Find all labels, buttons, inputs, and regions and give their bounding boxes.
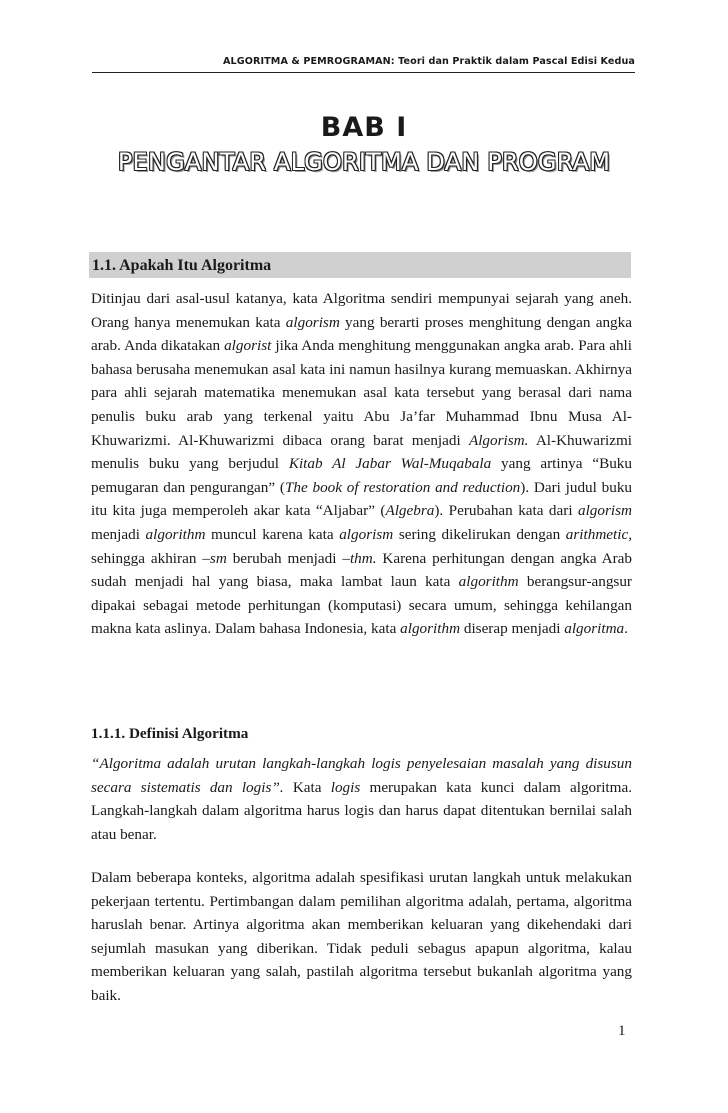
emphasis-term: algoritma (564, 620, 625, 638)
emphasis-term: Algebra (385, 502, 435, 520)
emphasis-term: algorism (285, 313, 340, 331)
subsection-heading: 1.1.1. Definisi Algoritma (91, 725, 249, 742)
emphasis-term: algorithm (400, 620, 461, 638)
emphasis-term: algorism (339, 525, 394, 543)
running-header: ALGORITMA & PEMROGRAMAN: Teori dan Praktik dalam Pascal Edisi Kedua (92, 56, 635, 73)
section-heading: 1.1. Apakah Itu Algoritma (89, 252, 631, 278)
emphasis-term: algorithm (458, 573, 519, 591)
emphasis-term: arithmetic (565, 525, 629, 543)
emphasis-term: –sm (202, 549, 227, 567)
chapter-title: PENGANTAR ALGORITMA DAN PROGRAM (117, 148, 611, 176)
chapter-label: BAB I (320, 112, 408, 143)
emphasis-term: Algorism. (468, 431, 529, 449)
emphasis-term: algorithm (145, 525, 206, 543)
emphasis-term: algorist (224, 337, 272, 355)
emphasis-term: The book of restoration and reduction (284, 478, 521, 496)
emphasis-term: Kitab Al Jabar Wal-Muqabala (288, 455, 492, 473)
page-number: 1 (618, 1023, 626, 1039)
paragraph-konteks: Dalam beberapa konteks, algoritma adalah spesifikasi urutan langkah untuk melakukan pekerjaan tertentu. Pertimbangan dalam pemilihan algoritma adalah, pertama, algoritma haruslah benar. Artinya algoritma akan memberikan keluaran yang dikehendaki dari sejumlah masukan yang diberikan. Tidak peduli sebagus apapun algoritma, kalau memberikan keluaran yang salah, pastilah algoritma tersebut bukanlah algoritma yang baik. (91, 869, 632, 1004)
emphasis-term: logis (330, 778, 361, 796)
emphasis-term: “Algoritma adalah urutan langkah-langkah logis penyelesaian masalah yang disusun secara sistematis dan logis”. (91, 755, 632, 796)
paragraph-definisi: “Algoritma adalah urutan langkah-langkah logis penyelesaian masalah yang disusun secara sistematis dan logis”. Kata logis merupakan kata kunci dalam algoritma. Langkah-langkah dalam algoritma harus logis dan harus dapat ditentukan bernilai salah atau benar. (91, 755, 632, 843)
paragraph-asal-usul: Ditinjau dari asal-usul katanya, kata Algoritma sendiri mempunyai sejarah yang aneh. Orang hanya menemukan kata algorism yang berarti proses menghitung dengan angka arab. Anda dikatakan algorist jika Anda menghitung menggunakan angka arab. Para ahli bahasa berusaha menemukan asal kata ini namun hasilnya kurang memuaskan. Akhirnya para ahli sejarah matematika menemukan asal kata tersebut yang berasal dari nama penulis buku arab yang terkenal yaitu Abu Ja’far Muhammad Ibnu Musa Al-Khuwarizmi. Al-Khuwarizmi dibaca orang barat menjadi Algorism. Al-Khuwarizmi menulis buku yang berjudul Kitab Al Jabar Wal-Muqabala yang artinya “Buku pemugaran dan pengurangan” (The book of restoration and reduction). Dari judul buku itu kita juga memperoleh akar kata “Aljabar” (Algebra). Perubahan kata dari algorism menjadi algorithm muncul karena kata algorism sering dikelirukan dengan arithmetic, sehingga akhiran –sm berubah menjadi –thm. Karena perhitungan dengan angka Arab sudah menjadi hal yang biasa, maka lambat laun kata algorithm berangsur-angsur dipakai sebagai metode perhitungan (komputasi) secara umum, sehingga kehilangan makna kata aslinya. Dalam bahasa Indonesia, kata algorithm diserap menjadi algoritma. (91, 290, 633, 638)
emphasis-term: –thm. (342, 549, 377, 567)
emphasis-term: algorism (577, 502, 632, 520)
